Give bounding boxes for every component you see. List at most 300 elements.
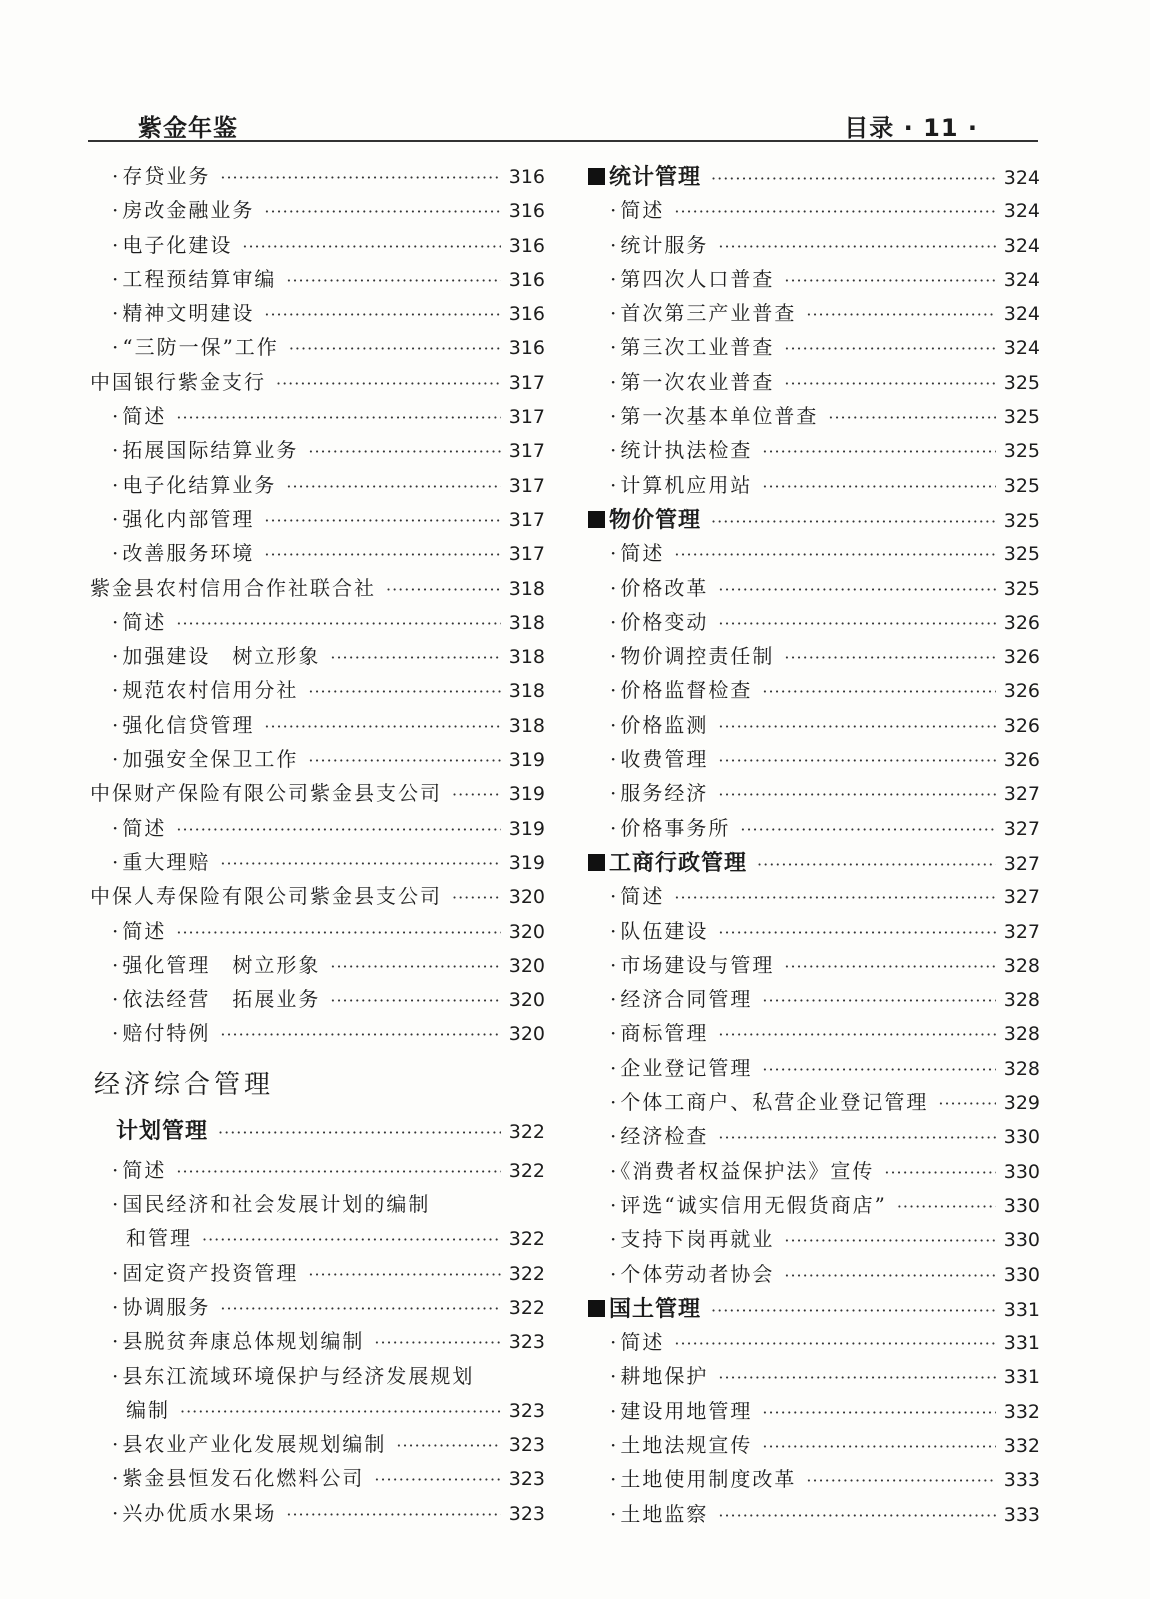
entry-page-number: 327 bbox=[1003, 886, 1040, 909]
entry-title: · 经济合同管理 bbox=[610, 983, 752, 1012]
toc-subentry[interactable] bbox=[588, 915, 1040, 949]
dot-leader bbox=[180, 1402, 501, 1421]
entry-title: · 价格事务所 bbox=[610, 812, 730, 841]
entry-title: 紫金县农村信用合作社联合社 bbox=[90, 575, 376, 600]
toc-subentry[interactable] bbox=[90, 1188, 545, 1222]
entry-title: · 重大理赔 bbox=[112, 846, 210, 875]
toc-subentry[interactable] bbox=[90, 812, 545, 846]
dot-leader bbox=[718, 923, 995, 942]
entry-title: 计划管理 bbox=[116, 1118, 209, 1144]
entry-page-number: 328 bbox=[1003, 1057, 1040, 1080]
dot-leader bbox=[264, 305, 500, 324]
toc-section[interactable] bbox=[588, 1292, 1040, 1326]
entry-page-number: 318 bbox=[508, 577, 545, 600]
entry-page-number: 330 bbox=[1003, 1263, 1040, 1286]
toc-left-column bbox=[90, 160, 545, 1531]
entry-page-number: 331 bbox=[1003, 1298, 1040, 1321]
entry-title: · 强化信贷管理 bbox=[112, 709, 254, 738]
entry-page-number: 333 bbox=[1003, 1503, 1040, 1526]
toc-subentry[interactable] bbox=[90, 469, 545, 503]
entry-page-number: 333 bbox=[1003, 1469, 1040, 1492]
toc-subentry[interactable] bbox=[90, 537, 545, 571]
dot-leader bbox=[374, 1470, 500, 1489]
toc-subentry[interactable] bbox=[588, 674, 1040, 708]
entry-page-number: 316 bbox=[508, 200, 545, 223]
entry-title: · 加强建设 树立形象 bbox=[112, 640, 320, 669]
entry-page-number: 323 bbox=[508, 1434, 545, 1457]
dot-leader bbox=[884, 1163, 995, 1182]
toc-subentry[interactable] bbox=[588, 640, 1040, 674]
dot-leader bbox=[386, 580, 501, 599]
entry-title: · 个体工商户、私营企业登记管理 bbox=[610, 1086, 928, 1115]
toc-subentry[interactable] bbox=[90, 194, 545, 228]
dot-leader bbox=[176, 1162, 500, 1181]
dot-leader bbox=[176, 820, 500, 839]
toc-subentry[interactable] bbox=[588, 1326, 1040, 1360]
dot-leader bbox=[718, 1128, 995, 1147]
entry-page-number: 326 bbox=[1003, 646, 1040, 669]
toc-subentry[interactable] bbox=[90, 1462, 545, 1496]
entry-title: · 首次第三产业普查 bbox=[610, 297, 796, 326]
toc-section[interactable] bbox=[588, 160, 1040, 194]
entry-page-number: 327 bbox=[1003, 817, 1040, 840]
entry-title: · 第一次基本单位普查 bbox=[610, 400, 818, 429]
entry-page-number: 323 bbox=[508, 1468, 545, 1491]
page-header bbox=[88, 98, 1038, 142]
entry-page-number: 330 bbox=[1003, 1160, 1040, 1183]
entry-title: 工商行政管理 bbox=[588, 846, 747, 877]
toc-subentry-continued[interactable] bbox=[90, 1222, 545, 1256]
entry-page-number: 316 bbox=[508, 268, 545, 291]
dot-leader bbox=[220, 854, 500, 873]
dot-leader bbox=[762, 442, 995, 461]
entry-title: · 统计服务 bbox=[610, 229, 708, 258]
toc-subentry[interactable] bbox=[588, 194, 1040, 228]
entry-page-number: 319 bbox=[508, 783, 545, 806]
toc-right-column bbox=[588, 160, 1040, 1532]
toc-subentry[interactable] bbox=[90, 640, 545, 674]
entry-page-number: 316 bbox=[508, 234, 545, 257]
entry-title: · 县脱贫奔康总体规划编制 bbox=[112, 1325, 364, 1354]
dot-leader bbox=[806, 1471, 995, 1490]
toc-subentry[interactable] bbox=[90, 709, 545, 743]
entry-title: · 个体劳动者协会 bbox=[610, 1258, 774, 1287]
dot-leader bbox=[330, 648, 500, 667]
entry-page-number: 328 bbox=[1003, 1023, 1040, 1046]
toc-section[interactable] bbox=[588, 846, 1040, 880]
dot-leader bbox=[674, 888, 995, 907]
entry-title: · 县农业产业化发展规划编制 bbox=[112, 1428, 386, 1457]
entry-page-number: 326 bbox=[1003, 611, 1040, 634]
toc-subentry[interactable] bbox=[90, 1360, 545, 1394]
dot-leader bbox=[374, 1333, 500, 1352]
entry-page-number: 320 bbox=[508, 1023, 545, 1046]
entry-page-number: 317 bbox=[508, 406, 545, 429]
dot-leader bbox=[330, 957, 500, 976]
entry-title: · 评选“诚实信用无假货商店” bbox=[610, 1189, 887, 1218]
entry-title: · 国民经济和社会发展计划的编制 bbox=[112, 1188, 430, 1217]
dot-leader bbox=[762, 1437, 995, 1456]
entry-title: · 协调服务 bbox=[112, 1291, 210, 1320]
entry-title: · 企业登记管理 bbox=[610, 1052, 752, 1081]
entry-page-number: 329 bbox=[1003, 1092, 1040, 1115]
dot-leader bbox=[762, 477, 995, 496]
entry-page-number: 331 bbox=[1003, 1366, 1040, 1389]
entry-title: · 简述 bbox=[112, 915, 166, 944]
toc-subentry[interactable] bbox=[90, 983, 545, 1017]
toc-subentry[interactable] bbox=[588, 366, 1040, 400]
entry-title: · 紫金县恒发石化燃料公司 bbox=[112, 1462, 364, 1491]
toc-subentry[interactable] bbox=[588, 537, 1040, 571]
entry-page-number: 324 bbox=[1003, 303, 1040, 326]
toc-subentry[interactable] bbox=[588, 1155, 1040, 1189]
entry-page-number: 316 bbox=[508, 337, 545, 360]
dot-leader bbox=[806, 305, 995, 324]
dot-leader bbox=[452, 785, 501, 804]
dot-leader bbox=[218, 1123, 501, 1142]
dot-leader bbox=[176, 408, 500, 427]
entry-title: 统计管理 bbox=[588, 160, 701, 191]
dot-leader bbox=[718, 237, 995, 256]
toc-subentry[interactable] bbox=[588, 400, 1040, 434]
toc-subentry[interactable] bbox=[588, 709, 1040, 743]
entry-page-number: 320 bbox=[508, 920, 545, 943]
entry-page-number: 324 bbox=[1003, 337, 1040, 360]
entry-page-number: 319 bbox=[508, 817, 545, 840]
entry-title: · 简述 bbox=[610, 537, 664, 566]
entry-page-number: 322 bbox=[508, 1262, 545, 1285]
entry-title: · 拓展国际结算业务 bbox=[112, 434, 298, 463]
entry-title: · 简述 bbox=[610, 1326, 664, 1355]
dot-leader bbox=[220, 1025, 500, 1044]
entry-page-number: 319 bbox=[508, 851, 545, 874]
entry-page-number: 327 bbox=[1003, 920, 1040, 943]
entry-page-number: 318 bbox=[508, 680, 545, 703]
toc-subentry[interactable] bbox=[588, 606, 1040, 640]
dot-leader bbox=[308, 682, 500, 701]
entry-page-number: 322 bbox=[508, 1120, 545, 1143]
entry-page-number: 332 bbox=[1003, 1400, 1040, 1423]
dot-leader bbox=[718, 785, 995, 804]
dot-leader bbox=[828, 408, 995, 427]
dot-leader bbox=[264, 511, 500, 530]
entry-title: · 简述 bbox=[610, 194, 664, 223]
dot-leader bbox=[330, 991, 500, 1010]
entry-page-number: 326 bbox=[1003, 680, 1040, 703]
toc-subentry[interactable] bbox=[588, 1120, 1040, 1154]
toc-subentry[interactable] bbox=[90, 846, 545, 880]
entry-page-number: 325 bbox=[1003, 440, 1040, 463]
dot-leader bbox=[711, 1301, 996, 1320]
entry-page-number: 316 bbox=[508, 303, 545, 326]
toc-entry[interactable] bbox=[90, 777, 545, 811]
entry-page-number: 322 bbox=[508, 1159, 545, 1182]
entry-title: · 耕地保护 bbox=[610, 1360, 708, 1389]
dot-leader bbox=[276, 374, 501, 393]
toc-subentry[interactable] bbox=[90, 229, 545, 263]
toc-subentry[interactable] bbox=[588, 1463, 1040, 1497]
entry-page-number: 317 bbox=[508, 371, 545, 394]
dot-leader bbox=[242, 237, 500, 256]
dot-leader bbox=[762, 1060, 995, 1079]
entry-title: · 存贷业务 bbox=[112, 160, 210, 189]
entry-page-number: 323 bbox=[508, 1331, 545, 1354]
entry-title: · 赔付特例 bbox=[112, 1017, 210, 1046]
entry-title: 国土管理 bbox=[588, 1292, 701, 1323]
entry-page-number: 320 bbox=[508, 886, 545, 909]
entry-page-number: 325 bbox=[1003, 543, 1040, 566]
toc-subentry[interactable] bbox=[90, 606, 545, 640]
entry-page-number: 319 bbox=[508, 749, 545, 772]
toc-subentry[interactable] bbox=[90, 674, 545, 708]
entry-title: · 简述 bbox=[112, 1154, 166, 1183]
dot-leader bbox=[220, 1299, 500, 1318]
entry-title: · 强化管理 树立形象 bbox=[112, 949, 320, 978]
toc-subentry[interactable] bbox=[90, 160, 545, 194]
entry-page-number: 328 bbox=[1003, 954, 1040, 977]
entry-title: · 支持下岗再就业 bbox=[610, 1223, 774, 1252]
toc-subentry[interactable] bbox=[588, 1429, 1040, 1463]
toc-subentry[interactable] bbox=[90, 1017, 545, 1051]
toc-subentry[interactable] bbox=[588, 949, 1040, 983]
toc-subentry[interactable] bbox=[588, 572, 1040, 606]
entry-title: · 简述 bbox=[112, 812, 166, 841]
toc-subentry[interactable] bbox=[588, 1360, 1040, 1394]
toc-section[interactable] bbox=[90, 1114, 545, 1154]
entry-title: · 兴办优质水果场 bbox=[112, 1497, 276, 1526]
entry-title: · 服务经济 bbox=[610, 777, 708, 806]
dot-leader bbox=[308, 751, 500, 770]
toc-subentry[interactable] bbox=[588, 469, 1040, 503]
entry-title: · 房改金融业务 bbox=[112, 194, 254, 223]
entry-title: 中保财产保险有限公司紫金县支公司 bbox=[90, 781, 442, 806]
dot-leader bbox=[718, 1025, 995, 1044]
dot-leader bbox=[286, 1505, 500, 1524]
page-number: · 11 · bbox=[903, 114, 978, 142]
entry-page-number: 324 bbox=[1003, 167, 1040, 189]
dot-leader bbox=[674, 1334, 995, 1353]
entry-page-number: 317 bbox=[508, 508, 545, 531]
toc-entry[interactable] bbox=[90, 880, 545, 914]
entry-page-number: 330 bbox=[1003, 1194, 1040, 1217]
dot-leader bbox=[784, 957, 995, 976]
entry-page-number: 330 bbox=[1003, 1126, 1040, 1149]
toc-subentry[interactable] bbox=[90, 1325, 545, 1359]
toc-subentry[interactable] bbox=[90, 915, 545, 949]
entry-page-number: 325 bbox=[1003, 406, 1040, 429]
entry-page-number: 325 bbox=[1003, 474, 1040, 497]
entry-page-number: 317 bbox=[508, 474, 545, 497]
toc-subentry[interactable] bbox=[90, 400, 545, 434]
entry-page-number: 320 bbox=[508, 954, 545, 977]
toc-subentry-continued[interactable] bbox=[90, 1394, 545, 1428]
entry-title: · 第一次农业普查 bbox=[610, 366, 774, 395]
dot-leader bbox=[452, 888, 501, 907]
toc-section[interactable] bbox=[588, 503, 1040, 537]
dot-leader bbox=[762, 991, 995, 1010]
dot-leader bbox=[308, 442, 500, 461]
dot-leader bbox=[396, 1436, 500, 1455]
entry-title: · 计算机应用站 bbox=[610, 469, 752, 498]
toc-subentry[interactable] bbox=[90, 949, 545, 983]
toc-subentry[interactable] bbox=[90, 1154, 545, 1188]
toc-subentry[interactable] bbox=[588, 1258, 1040, 1292]
toc-subentry[interactable] bbox=[588, 263, 1040, 297]
dot-leader bbox=[718, 580, 995, 599]
entry-title: 编制 bbox=[126, 1397, 170, 1422]
toc-subentry[interactable] bbox=[90, 1291, 545, 1325]
entry-page-number: 318 bbox=[508, 646, 545, 669]
entry-title: · 建设用地管理 bbox=[610, 1395, 752, 1424]
dot-leader bbox=[711, 169, 996, 188]
entry-page-number: 324 bbox=[1003, 268, 1040, 291]
entry-title: · 价格监测 bbox=[610, 709, 708, 738]
entry-page-number: 326 bbox=[1003, 714, 1040, 737]
toc-subentry[interactable] bbox=[90, 1497, 545, 1531]
entry-page-number: 323 bbox=[508, 1399, 545, 1422]
entry-page-number: 323 bbox=[508, 1502, 545, 1525]
entry-title: · 价格监督检查 bbox=[610, 674, 752, 703]
dot-leader bbox=[286, 271, 500, 290]
entry-title: · “三防一保”工作 bbox=[112, 331, 279, 360]
entry-title: · 简述 bbox=[610, 880, 664, 909]
entry-title: · 规范农村信用分社 bbox=[112, 674, 298, 703]
entry-page-number: 327 bbox=[1003, 783, 1040, 806]
toc-subentry[interactable] bbox=[90, 743, 545, 777]
toc-subentry[interactable] bbox=[588, 880, 1040, 914]
entry-title: · 第三次工业普查 bbox=[610, 331, 774, 360]
dot-leader bbox=[718, 614, 995, 633]
dot-leader bbox=[784, 271, 995, 290]
toc-subentry[interactable] bbox=[588, 1395, 1040, 1429]
entry-page-number: 331 bbox=[1003, 1332, 1040, 1355]
entry-page-number: 317 bbox=[508, 440, 545, 463]
dot-leader bbox=[674, 202, 995, 221]
dot-leader bbox=[740, 820, 995, 839]
entry-title: · 物价调控责任制 bbox=[610, 640, 774, 669]
header-right bbox=[844, 108, 978, 143]
entry-page-number: 325 bbox=[1003, 577, 1040, 600]
entry-page-number: 322 bbox=[508, 1296, 545, 1319]
entry-title: · 商标管理 bbox=[610, 1017, 708, 1046]
toc-subentry[interactable] bbox=[90, 1428, 545, 1462]
dot-leader bbox=[176, 614, 500, 633]
entry-title: · 土地法规宣传 bbox=[610, 1429, 752, 1458]
entry-title: · 市场建设与管理 bbox=[610, 949, 774, 978]
dot-leader bbox=[289, 339, 501, 358]
toc-entry[interactable] bbox=[90, 366, 545, 400]
toc-subentry[interactable] bbox=[90, 503, 545, 537]
entry-page-number: 322 bbox=[508, 1228, 545, 1251]
entry-title: · 依法经营 拓展业务 bbox=[112, 983, 320, 1012]
entry-title: · 统计执法检查 bbox=[610, 434, 752, 463]
toc-subentry[interactable] bbox=[588, 1498, 1040, 1532]
toc-subentry[interactable] bbox=[588, 297, 1040, 331]
entry-page-number: 316 bbox=[508, 166, 545, 188]
toc-subentry[interactable] bbox=[90, 1257, 545, 1291]
entry-title: · 工程预结算审编 bbox=[112, 263, 276, 292]
dot-leader bbox=[784, 1266, 995, 1285]
toc-subentry[interactable] bbox=[90, 434, 545, 468]
toc-subentry[interactable] bbox=[588, 1017, 1040, 1051]
toc-subentry[interactable] bbox=[90, 297, 545, 331]
toc-entry[interactable] bbox=[90, 572, 545, 606]
entry-page-number: 326 bbox=[1003, 749, 1040, 772]
dot-leader bbox=[757, 855, 996, 874]
dot-leader bbox=[718, 717, 995, 736]
entry-page-number: 324 bbox=[1003, 200, 1040, 223]
toc-subentry[interactable] bbox=[588, 1189, 1040, 1223]
dot-leader bbox=[674, 545, 995, 564]
entry-page-number: 325 bbox=[1003, 371, 1040, 394]
entry-title: · 价格改革 bbox=[610, 572, 708, 601]
entry-title: · 电子化结算业务 bbox=[112, 469, 276, 498]
entry-title: · 精神文明建设 bbox=[112, 297, 254, 326]
dot-leader bbox=[286, 477, 500, 496]
entry-title: · 固定资产投资管理 bbox=[112, 1257, 298, 1286]
dot-leader bbox=[718, 1368, 995, 1387]
toc-subentry[interactable] bbox=[588, 983, 1040, 1017]
entry-title: · 强化内部管理 bbox=[112, 503, 254, 532]
toc-subentry[interactable] bbox=[588, 434, 1040, 468]
toc-subentry[interactable] bbox=[588, 743, 1040, 777]
entry-title: · 改善服务环境 bbox=[112, 537, 254, 566]
dot-leader bbox=[784, 648, 995, 667]
book-title: 紫金年鉴 bbox=[138, 114, 238, 142]
entry-page-number: 328 bbox=[1003, 989, 1040, 1012]
dot-leader bbox=[784, 339, 995, 358]
dot-leader bbox=[762, 682, 995, 701]
entry-page-number: 318 bbox=[508, 611, 545, 634]
dot-leader bbox=[220, 168, 500, 187]
entry-page-number: 330 bbox=[1003, 1229, 1040, 1252]
dot-leader bbox=[176, 923, 500, 942]
entry-title: 中保人寿保险有限公司紫金县支公司 bbox=[90, 884, 442, 909]
entry-title: · 队伍建设 bbox=[610, 915, 708, 944]
toc-subentry[interactable] bbox=[588, 331, 1040, 365]
entry-page-number: 327 bbox=[1003, 852, 1040, 875]
entry-page-number: 324 bbox=[1003, 234, 1040, 257]
major-section-heading: 经济综合管理 bbox=[94, 1070, 275, 1101]
dot-leader bbox=[264, 545, 500, 564]
dot-leader bbox=[897, 1197, 996, 1216]
toc-subentry[interactable] bbox=[588, 229, 1040, 263]
entry-title: 物价管理 bbox=[588, 503, 701, 534]
entry-page-number: 318 bbox=[508, 714, 545, 737]
toc-subentry[interactable] bbox=[90, 263, 545, 297]
entry-title: · 县东江流域环境保护与经济发展规划 bbox=[112, 1360, 474, 1389]
entry-title: 和管理 bbox=[126, 1226, 192, 1251]
entry-title: · 加强安全保卫工作 bbox=[112, 743, 298, 772]
entry-title: · 《消费者权益保护法》宣传 bbox=[610, 1155, 874, 1184]
dot-leader bbox=[762, 1403, 995, 1422]
toc-subentry[interactable] bbox=[588, 1086, 1040, 1120]
toc-subentry[interactable] bbox=[588, 1052, 1040, 1086]
toc-subentry[interactable] bbox=[588, 1223, 1040, 1257]
dot-leader bbox=[711, 512, 996, 531]
entry-page-number: 320 bbox=[508, 989, 545, 1012]
toc-subentry[interactable] bbox=[588, 812, 1040, 846]
dot-leader bbox=[784, 1231, 995, 1250]
toc-subentry[interactable] bbox=[588, 777, 1040, 811]
dot-leader bbox=[308, 1265, 500, 1284]
entry-title: · 电子化建设 bbox=[112, 229, 232, 258]
dot-leader bbox=[718, 1506, 995, 1525]
entry-page-number: 332 bbox=[1003, 1434, 1040, 1457]
entry-title: · 价格变动 bbox=[610, 606, 708, 635]
toc-subentry[interactable] bbox=[90, 331, 545, 365]
dot-leader bbox=[202, 1230, 501, 1249]
